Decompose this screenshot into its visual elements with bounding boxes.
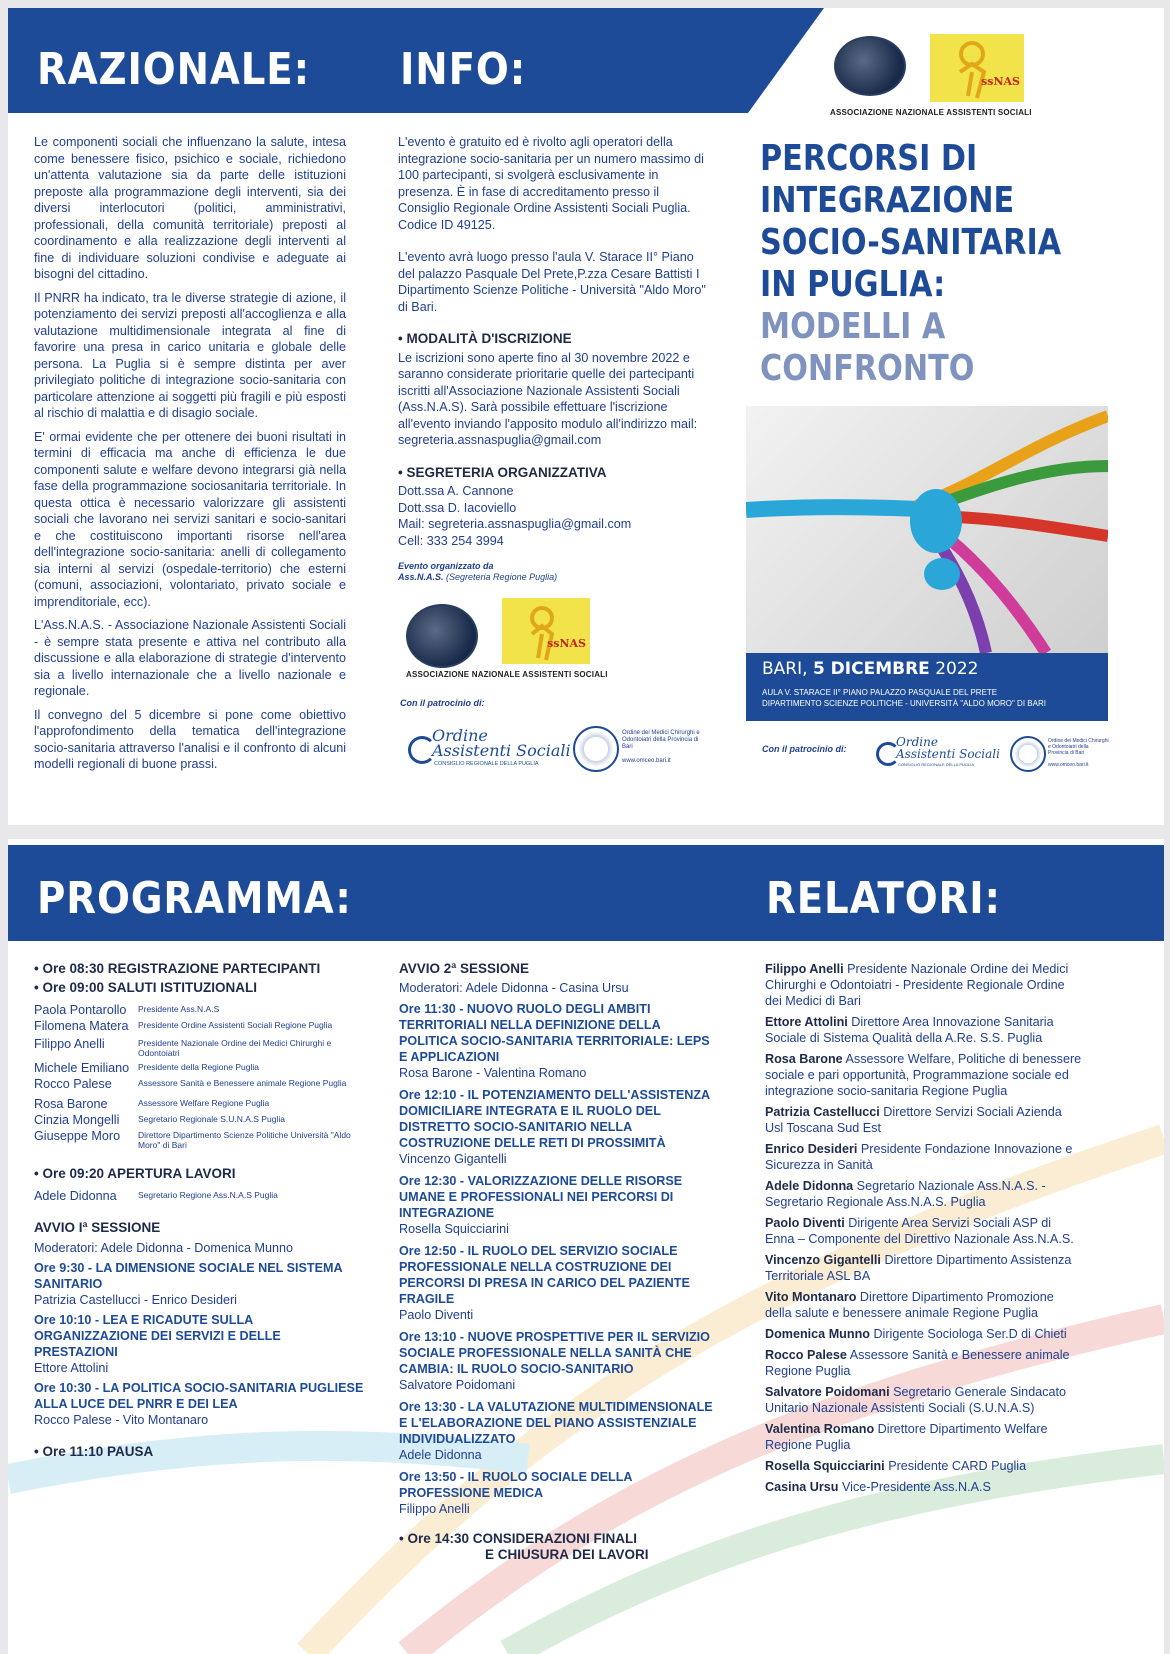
relatore-desc: Vice-Presidente Ass.N.A.S [842, 1480, 991, 1494]
relatore-name: Domenica Munno [765, 1327, 870, 1341]
title-line: INTEGRAZIONE [760, 180, 1015, 221]
assnas-logo-text: ssNAS [547, 637, 586, 650]
relatore-desc: Segretario Generale Sindacato Unitario Nazionale Assistenti Sociali (S.U.N.A.S) [765, 1385, 1067, 1415]
program-item: • Ore 09:20 APERTURA LAVORI [34, 1166, 236, 1181]
program-item: • Ore 14:30 CONSIDERAZIONI FINALI [399, 1531, 638, 1546]
relatore-desc: Assessore Welfare, Politiche di benessere sociale e pari opportunità, Programmazione sociale ed integrazione socio-sanitaria Regione Puglia [765, 1052, 1082, 1098]
program-item: • Ore 09:00 SALUTI ISTITUZIONALI [34, 980, 258, 995]
talk-speaker: Adele Didonna [399, 1448, 482, 1462]
relatore-name: Vito Montanaro [765, 1290, 857, 1304]
talk-title: Ore 10:10 - LEA E RICADUTE SULLA ORGANIZZAZIONE DEI SERVIZI E DELLE PRESTAZIONI [34, 1313, 281, 1359]
relatore [765, 1252, 1083, 1284]
talk-speaker: Rosa Barone - Valentina Romano [399, 1066, 587, 1080]
relatore-desc: Presidente Nazionale Ordine dei Medici Chirurghi e Odontoiatri - Presidente Regionale Ordine dei Medici di Bari [765, 962, 1069, 1008]
talk-speaker: Patrizia Castellucci - Enrico Desideri [34, 1293, 237, 1307]
talk-speaker: Paolo Diventi [399, 1308, 474, 1322]
razionale-paragraph: Le componenti sociali che influenzano la salute, intesa come benessere fisico, psichico e sociale, richiedono un'attenta valutazione sia da parte delle istituzioni preposte alla programmazione degli interventi, sia dei diversi interlocutori (politici, amministrativi, professionali, della comunità territoriale) preposti al coordinamento e alla realizzazione degli interventi al fine di individuare soluzioni condivise e adeguate ai bisogni del cittadino. [34, 135, 346, 281]
ordine-word: Ordine [896, 735, 938, 749]
razionale-paragraph: E' ormai evidente che per ottenere dei buoni risultati in termini di efficacia ma anche di efficienza le due componenti salute e welfare devono integrarsi già nella fase della programmazione sociosanitaria territoriale. In questa ottica è necessario valorizzare gli assistenti sociali che lavorano nei servizi sanitari e socio-sanitari e che costituiscono importanti risorse nell'area dell'integrazione socio-sanitaria: anelli di collegamento sia interni al servizi (ospedale-territorio) che esterni (comuni, associazioni, volontariato, privato sociale e imprenditoriale, ecc). [34, 429, 346, 609]
omceo-seal-logo [573, 726, 619, 772]
omceo-text: Ordine dei Medici Chirurghi e Odontoiatri della Provincia di Bari [622, 730, 700, 750]
ordine-name: Assistenti Sociali [432, 741, 571, 760]
relatore [765, 1051, 1083, 1099]
program-item-cont: E CHIUSURA DEI LAVORI [485, 1547, 649, 1562]
relatore-name: Adele Didonna [765, 1179, 854, 1193]
razionale-text [34, 134, 346, 780]
relatori-list [765, 961, 1083, 1500]
relatore-desc: Direttore Dipartimento Assistenza Territoriale ASL BA [765, 1253, 1072, 1283]
speaker-role: Assessore Welfare Regione Puglia [138, 1098, 270, 1108]
talk-title: Ore 10:30 - LA POLITICA SOCIO-SANITARIA PUGLIESE ALLA LUCE DEL PNRR E DEI LEA [34, 1381, 364, 1411]
programma-col-1 [34, 961, 364, 1460]
talk-speaker: Filippo Anelli [399, 1502, 470, 1516]
omceo-url-cover: www.omceo.bari.it [1048, 762, 1089, 768]
ordine-name: Assistenti Sociali [896, 747, 1000, 761]
assnas-caption-cover: ASSOCIAZIONE NAZIONALE ASSISTENTI SOCIALI [830, 108, 1032, 117]
speaker-role: Presidente Ordine Assistenti Sociali Regione Puglia [138, 1020, 333, 1030]
relatore [765, 1458, 1083, 1474]
omceo-text-cover: Ordine dei Medici Chirurghi e Odontoiatri della Provincia di Bari [1048, 738, 1109, 756]
info-paragraph: L'evento avrà luogo presso l'aula V. Starace II° Piano del palazzo Pasquale Del Prete,P.zza Cesare Battisti I Dipartimento Scienze Politiche - Università "Aldo Moro" di Bari. [398, 250, 706, 314]
relatore [765, 1215, 1083, 1247]
relatore-name: Salvatore Poidomani [765, 1385, 890, 1399]
relatore-name: Filippo Anelli [765, 962, 844, 976]
program-item: • Ore 11:10 PAUSA [34, 1444, 154, 1459]
date-main: 5 DICEMBRE [812, 659, 930, 679]
relatore [765, 1421, 1083, 1453]
relatore-desc: Presidente Fondazione Innovazione e Sicurezza in Sanità [765, 1142, 1073, 1172]
assnas-caption: ASSOCIAZIONE NAZIONALE ASSISTENTI SOCIALI [406, 670, 608, 679]
assnas-logo-cover-text: ssNAS [981, 75, 1020, 88]
date-band [746, 653, 1108, 721]
venue [762, 687, 1046, 709]
talk-title: Ore 12:30 - VALORIZZAZIONE DELLE RISORSE UMANE E PROFESSIONALI NEI PERCORSI DI INTEGRAZIONE [399, 1174, 683, 1220]
speaker-name: Rosa Barone [34, 1097, 108, 1111]
relatore [765, 1326, 1083, 1342]
relatore [765, 961, 1083, 1009]
saluti-list [34, 1002, 364, 1150]
title-line: PERCORSI DI [760, 138, 978, 179]
talk-speaker: Vincenzo Gigantelli [399, 1152, 507, 1166]
talk-speaker: Ettore Attolini [34, 1361, 109, 1375]
segreteria-email[interactable]: Mail: segreteria.assnaspuglia@gmail.com [398, 517, 632, 531]
talk-title: Ore 13:30 - LA VALUTAZIONE MULTIDIMENSIONALE E L'ELABORAZIONE DEL PIANO ASSISTENZIALE INDIVIDUALIZZATO [399, 1400, 713, 1446]
relatore-name: Rocco Palese [765, 1348, 847, 1362]
title-line: IN PUGLIA: [760, 264, 946, 305]
info-paragraph: L'evento è gratuito ed è rivolto agli operatori della integrazione socio-sanitaria per un numero massimo di 100 partecipanti, si svolgerà esclusivamente in presenza. È in fase di accreditamento presso il Consiglio Regionale Ordine Assistenti Sociali Puglia. Codice ID 49125. [398, 135, 704, 232]
razionale-paragraph: L'Ass.N.A.S. - Associazione Nazionale Assistenti Sociali - è sempre stata presente e attiva nel contributo alla discussione e alla elaborazione di strategie d'intervento sia a livello internazionale che a livello nazionale e regionale. [34, 618, 346, 698]
relatore [765, 1479, 1083, 1495]
iscrizione-heading: • MODALITÀ D'ISCRIZIONE [398, 331, 572, 346]
relatore-desc: Direttore Dipartimento Welfare Regione Puglia [765, 1422, 1048, 1452]
europe-globe-logo-cover [834, 36, 906, 96]
relatore-desc: Dirigente Sociologa Ser.D di Chieti [873, 1327, 1067, 1341]
talk-speaker: Salvatore Poidomani [399, 1378, 516, 1392]
relatore [765, 1347, 1083, 1379]
ordine-region: CONSIGLIO REGIONALE DELLA PUGLIA [434, 761, 539, 767]
organizzato-label: Evento organizzato da [398, 561, 494, 571]
programma-col-2 [399, 961, 717, 1563]
title-line-light: CONFRONTO [760, 348, 975, 389]
organizzato-org: Ass.N.A.S. [398, 572, 444, 582]
speaker-name: Paola Pontarollo [34, 1003, 127, 1017]
program-item: • Ore 08:30 REGISTRAZIONE PARTECIPANTI [34, 961, 321, 976]
brochure-inner-panel [8, 839, 1164, 1654]
session-heading: AVVIO 2ª SESSIONE [399, 961, 530, 976]
date-year: 2022 [935, 659, 979, 679]
ordine-region: CONSIGLIO REGIONALE DELLA PUGLIA [898, 762, 975, 767]
relatore [765, 1104, 1083, 1136]
relatore [765, 1289, 1083, 1321]
venue-line: AULA V. STARACE II° PIANO PALAZZO PASQUALE DEL PRETE [762, 688, 998, 697]
speaker-name: Filippo Anelli [34, 1037, 105, 1051]
talk-speaker: Rocco Palese - Vito Montanaro [34, 1413, 209, 1427]
talk-title: Ore 12:50 - IL RUOLO DEL SERVIZIO SOCIALE PROFESSIONALE NELLA COSTRUZIONE DEI PERCORSI DI PRESA IN CARICO DEL PAZIENTE FRAGILE [399, 1244, 690, 1306]
relatore-name: Enrico Desideri [765, 1142, 858, 1156]
moderators: Moderatori: Adele Didonna - Domenica Munno [34, 1241, 294, 1255]
relatore [765, 1014, 1083, 1046]
event-date [762, 659, 978, 679]
patrocinio-label-cover: Con il patrocinio di: [762, 744, 847, 754]
brochure-front-panel [8, 8, 1164, 825]
segreteria-line: Dott.ssa D. Iacoviello [398, 500, 517, 515]
razionale-paragraph: Il convegno del 5 dicembre si pone come obiettivo l'approfondimento della tematica dell'integrazione socio-sanitaria attraverso l'analisi e il confronto di alcuni modelli regionali di buone prassi. [34, 707, 346, 771]
relatore-desc: Direttore Area Innovazione Sanitaria Sociale di Sistema Qualità della A.Re. S.S. Puglia [765, 1015, 1054, 1045]
speaker-name: Giuseppe Moro [34, 1129, 121, 1143]
programma-title: PROGRAMMA: [37, 873, 352, 924]
patrocinio-label: Con il patrocinio di: [400, 698, 485, 708]
segreteria-line: Dott.ssa A. Cannone [398, 484, 514, 498]
talk-title: Ore 12:10 - IL POTENZIAMENTO DELL'ASSISTENZA DOMICILIARE INTEGRATA E IL RUOLO DEL DISTRETTO SOCIO-SANITARIO NELLA COSTRUZIONE DELLE RETI DI PROSSIMITÀ [399, 1088, 710, 1150]
relatore-desc: Dirigente Area Servizi Sociali ASP di Enna – Componente del Direttivo Nazionale Ass.N.A.S. [765, 1216, 1074, 1246]
knotted-ropes-photo [746, 406, 1108, 653]
relatore-desc: Presidente CARD Puglia [888, 1459, 1027, 1473]
date-prefix: BARI, [762, 659, 808, 679]
organizzato-sub: (Segreteria Regione Puglia) [446, 572, 558, 582]
session-heading: AVVIO Iª SESSIONE [34, 1220, 161, 1235]
relatore-name: Rosa Barone [765, 1052, 843, 1066]
relatori-title: RELATORI: [766, 873, 1001, 924]
speaker-name: Adele Didonna [34, 1189, 117, 1203]
assnas-logo [502, 598, 590, 664]
relatore [765, 1178, 1083, 1210]
speaker-name: Rocco Palese [34, 1077, 112, 1091]
relatore-desc: Direttore Servizi Sociali Azienda Usl Toscana Sud Est [765, 1105, 1062, 1135]
moderators: Moderatori: Adele Didonna - Casina Ursu [399, 981, 629, 995]
relatore-name: Valentina Romano [765, 1422, 875, 1436]
speaker-role: Direttore Dipartimento Scienze Politiche Università "Aldo Moro" di Bari [138, 1130, 351, 1150]
info-title: INFO: [400, 44, 527, 95]
speaker-role: Segretario Regione Ass.N.A.S Puglia [138, 1190, 278, 1200]
speaker-role: Presidente Nazionale Ordine dei Medici Chirurghi e Odontoiatri [138, 1038, 332, 1058]
talk-title: Ore 9:30 - LA DIMENSIONE SOCIALE NEL SISTEMA SANITARIO [34, 1261, 343, 1291]
relatore-name: Rosella Squicciarini [765, 1459, 885, 1473]
talk-title: Ore 13:50 - IL RUOLO SOCIALE DELLA PROFESSIONE MEDICA [399, 1470, 633, 1500]
relatore-name: Casina Ursu [765, 1480, 839, 1494]
title-line-light: MODELLI A [760, 306, 946, 347]
relatore-name: Patrizia Castellucci [765, 1105, 880, 1119]
relatore-name: Ettore Attolini [765, 1015, 848, 1029]
omceo-url: www.omceo.bari.it [622, 758, 671, 764]
iscrizione-text: Le iscrizioni sono aperte fino al 30 novembre 2022 e saranno considerate prioritarie quelle dei partecipanti iscritti all'Associazione Nazionale Assistenti Sociali (Ass.N.A.S). Sarà possibile effettuare l'iscrizione all'evento inviando l'apposito modulo all'indirizzo mail: segreteria.assnaspuglia@gmail.com [398, 350, 698, 447]
ordine-word: Ordine [432, 726, 488, 745]
info-text [398, 134, 710, 583]
relatore-desc: Segretario Nazionale Ass.N.A.S. - Segretario Regionale Ass.N.A.S. Puglia [765, 1179, 1046, 1209]
speaker-role: Assessore Sanità e Benessere animale Regione Puglia [138, 1078, 347, 1088]
relatore-desc: Assessore Sanità e Benessere animale Regione Puglia [765, 1348, 1070, 1378]
relatore [765, 1384, 1083, 1416]
speaker-role: Presidente della Regione Puglia [138, 1062, 259, 1072]
organizzato-note [398, 561, 710, 583]
relatore-name: Paolo Diventi [765, 1216, 845, 1230]
talk-speaker: Rosella Squicciarini [399, 1222, 509, 1236]
event-title [760, 138, 1061, 390]
venue-line: DIPARTIMENTO SCIENZE POLITICHE - UNIVERSITÀ "ALDO MORO" DI BARI [762, 699, 1046, 708]
speaker-name: Filomena Matera [34, 1019, 129, 1033]
speaker-name: Michele Emiliano [34, 1061, 130, 1075]
omceo-seal-logo-cover [1010, 736, 1046, 772]
title-line: SOCIO-SANITARIA [760, 222, 1062, 263]
speaker-name: Cinzia Mongelli [34, 1113, 120, 1127]
europe-globe-logo [406, 604, 478, 668]
speaker-role: Presidente Ass.N.A.S [138, 1004, 220, 1014]
razionale-title: RAZIONALE: [37, 44, 310, 95]
talk-title: Ore 13:10 - NUOVE PROSPETTIVE PER IL SERVIZIO SOCIALE PROFESSIONALE NELLA SANITÀ CHE CAMBIA: IL RUOLO SOCIO-SANITARIO [399, 1330, 710, 1376]
assnas-logo-cover [930, 34, 1024, 102]
talk-title: Ore 11:30 - NUOVO RUOLO DEGLI AMBITI TERRITORIALI NELLA DEFINIZIONE DELLA POLITICA SOCIO-SANITARIA TERRITORIALE: LEPS E APPLICAZIONI [399, 1002, 710, 1064]
relatore-name: Vincenzo Gigantelli [765, 1253, 881, 1267]
relatore-desc: Direttore Dipartimento Promozione della salute e benessere animale Regione Puglia [765, 1290, 1054, 1320]
segreteria-heading: • SEGRETERIA ORGANIZZATIVA [398, 464, 607, 480]
relatore [765, 1141, 1083, 1173]
speaker-role: Segretario Regionale S.U.N.A.S Puglia [138, 1114, 285, 1124]
segreteria-phone: Cell: 333 254 3994 [398, 533, 504, 548]
razionale-paragraph: Il PNRR ha indicato, tra le diverse strategie di azione, il potenziamento dei servizi preposti all'accoglienza e alla valutazione multidimensionale integrata al fine di favorire una presa in carico unitaria e globale delle persona. La Puglia si è sempre distinta per aver privilegiato politiche di integrazione socio-sanitaria con particolare attenzione ai soggetti più fragili e più esposti al rischio di malattia e di disagio sociale. [34, 290, 346, 420]
